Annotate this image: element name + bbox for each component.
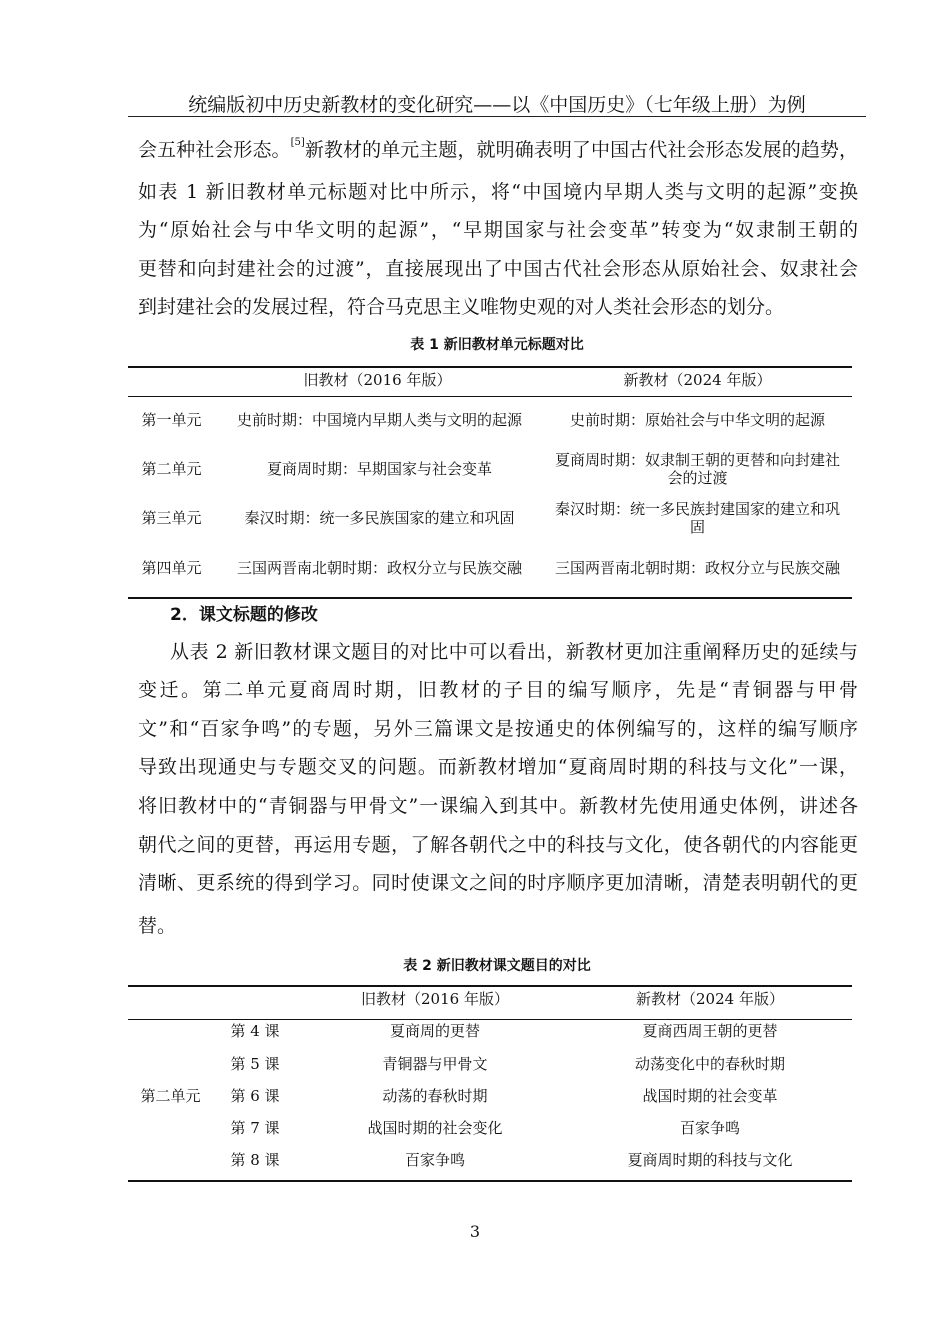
table-cell: 第 6 课 [230,1087,280,1105]
table2-caption: 表 2 新旧教材课文题目的对比 [403,958,591,974]
section-heading: 2．课文标题的修改 [170,605,318,625]
table-cell: 夏商周时期：早期国家与社会变革 [266,460,492,478]
text: 新教材的单元主题，就明确表明了中国古代社会形态发展的趋势， [304,139,858,161]
paragraph-line [138,138,858,162]
paragraph-line: 更替和向封建社会的过渡”，直接展现出了中国古代社会形态从原始社会、奴隶社会 [138,258,858,280]
paragraph-line: 文”和“百家争鸣”的专题，另外三篇课文是按通史的体例编写的，这样的编写顺序 [138,718,858,740]
table-cell: 第 8 课 [230,1151,280,1169]
table-cell: 夏商周时期：奴隶制王朝的更替和向封建社会的过渡 [554,451,840,487]
header-rule [128,116,866,117]
paragraph-line: 为“原始社会与中华文明的起源”，“早期国家与社会变革”转变为“奴隶制王朝的 [138,219,858,241]
paragraph-line: 替。 [138,915,177,937]
table-header: 旧教材（2016 年版） [303,371,452,389]
paragraph-line: 如表 1 新旧教材单元标题对比中所示，将“中国境内早期人类与文明的起源”变换 [138,181,858,203]
table-cell: 动荡变化中的春秋时期 [634,1055,785,1073]
table-cell: 史前时期：中国境内早期人类与文明的起源 [236,411,522,429]
table-cell: 青铜器与甲骨文 [382,1055,488,1073]
paragraph-line: 导致出现通史与专题交叉的问题。而新教材增加“夏商周时期的科技与文化”一课， [138,756,858,778]
table-cell: 三国两晋南北朝时期：政权分立与民族交融 [554,559,840,577]
table-cell: 秦汉时期：统一多民族封建国家的建立和巩固 [554,500,840,536]
table-cell: 战国时期的社会变革 [642,1087,778,1105]
table-rule [128,597,852,599]
table-cell: 秦汉时期：统一多民族国家的建立和巩固 [244,509,515,527]
table-header: 新教材（2024 年版） [636,990,784,1008]
table-cell: 夏商周时期的科技与文化 [627,1151,793,1169]
text: 会五种社会形态。 [138,139,291,161]
table-cell: 第 5 课 [230,1055,280,1073]
paragraph-line: 到封建社会的发展过程，符合马克思主义唯物史观的对人类社会形态的划分。 [138,296,785,318]
table-cell: 夏商西周王朝的更替 [642,1022,778,1040]
table-rule [128,396,852,397]
table-cell: 三国两晋南北朝时期：政权分立与民族交融 [236,559,522,577]
table-cell: 第一单元 [141,411,202,429]
table-rule [128,1019,852,1020]
paragraph-line: 变迁。第二单元夏商周时期，旧教材的子目的编写顺序，先是“青铜器与甲骨 [138,679,858,701]
citation: [5] [290,137,305,148]
table-cell: 第四单元 [141,559,202,577]
table-cell: 第二单元 [140,1087,201,1105]
table-header: 旧教材（2016 年版） [361,990,509,1008]
table-rule [128,1180,852,1182]
table-cell: 百家争鸣 [404,1151,465,1169]
table-cell: 第 7 课 [230,1119,280,1137]
paragraph-line: 朝代之间的更替，再运用专题，了解各朝代之中的科技与文化，使各朝代的内容能更 [138,834,858,856]
table-cell: 第 4 课 [230,1022,280,1040]
paragraph-line: 从表 2 新旧教材课文题目的对比中可以看出，新教材更加注重阐释历史的延续与 [170,641,858,663]
table-rule [128,985,852,987]
table-cell: 动荡的春秋时期 [382,1087,488,1105]
table-cell: 第三单元 [141,509,202,527]
page-number: 3 [469,1222,481,1241]
table-cell: 百家争鸣 [679,1119,740,1137]
table-cell: 夏商周的更替 [389,1022,480,1040]
running-header: 统编版初中历史新教材的变化研究——以《中国历史》（七年级上册）为例 [188,94,806,116]
table-cell: 第二单元 [141,460,202,478]
paragraph-line: 将旧教材中的“青铜器与甲骨文”一课编入到其中。新教材先使用通史体例，讲述各 [138,795,858,817]
table-cell: 战国时期的社会变化 [367,1119,503,1137]
table1-caption: 表 1 新旧教材单元标题对比 [410,337,584,353]
table-header: 新教材（2024 年版） [623,371,772,389]
paragraph-line: 清晰、更系统的得到学习。同时使课文之间的时序顺序更加清晰，清楚表明朝代的更 [138,872,858,894]
table-cell: 史前时期：原始社会与中华文明的起源 [569,411,825,429]
table-rule [128,366,852,368]
